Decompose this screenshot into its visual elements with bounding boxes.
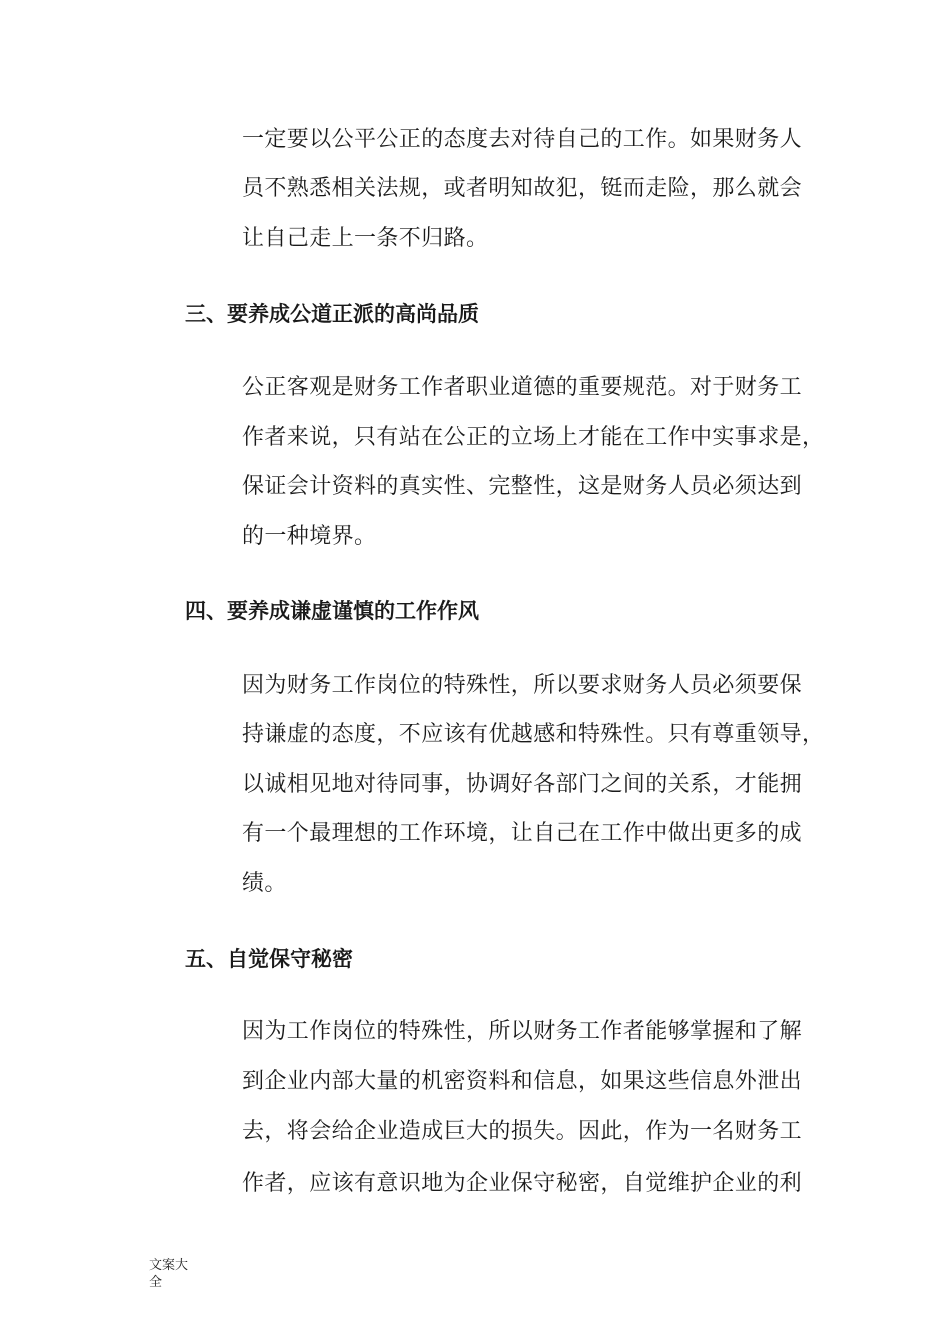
section-heading-3: 三、要养成公道正派的高尚品质 [185,302,479,326]
paragraph-2-line-2: 作者来说，只有站在公正的立场上才能在工作中实事求是， [242,425,825,450]
paragraph-2-line-3: 保证会计资料的真实性、完整性，这是财务人员必须达到 [242,474,803,499]
paragraph-3-line-1: 因为财务工作岗位的特殊性，所以要求财务人员必须要保 [242,673,803,698]
paragraph-3-line-4: 有一个最理想的工作环境，让自己在工作中做出更多的成 [242,821,803,846]
paragraph-4-line-2: 到企业内部大量的机密资料和信息，如果这些信息外泄出 [242,1069,803,1094]
section-heading-5: 五、自觉保守秘密 [185,947,353,971]
paragraph-2-line-4: 的一种境界。 [242,524,377,549]
page-footer: 文案大全 [149,1258,189,1290]
paragraph-3-line-2: 持谦虚的态度，不应该有优越感和特殊性。只有尊重领导， [242,722,825,747]
paragraph-4-line-1: 因为工作岗位的特殊性，所以财务工作者能够掌握和了解 [242,1019,803,1044]
paragraph-4-line-4: 作者，应该有意识地为企业保守秘密，自觉维护企业的利 [242,1171,803,1196]
paragraph-4-line-3: 去，将会给企业造成巨大的损失。因此，作为一名财务工 [242,1119,803,1144]
paragraph-3-line-5: 绩。 [242,871,287,896]
paragraph-2-line-1: 公正客观是财务工作者职业道德的重要规范。对于财务工 [242,375,803,400]
paragraph-1-line-1: 一定要以公平公正的态度去对待自己的工作。如果财务人 [242,127,803,152]
paragraph-1-line-3: 让自己走上一条不归路。 [242,226,489,251]
paragraph-1-line-2: 员不熟悉相关法规，或者明知故犯，铤而走险，那么就会 [242,176,803,201]
paragraph-3-line-3: 以诚相见地对待同事，协调好各部门之间的关系，才能拥 [242,772,803,797]
section-heading-4: 四、要养成谦虚谨慎的工作作风 [185,599,479,623]
